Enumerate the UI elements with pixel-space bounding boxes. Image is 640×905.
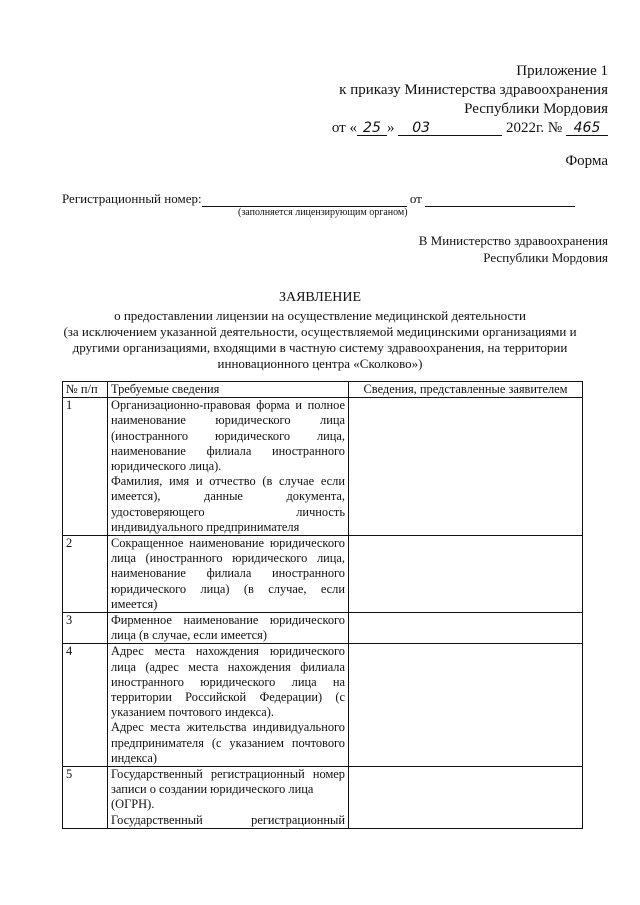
row-number: 4 (63, 644, 108, 767)
header-applicant-info: Сведения, представленные заявителем (349, 382, 583, 398)
document-title (0, 290, 640, 372)
order-date-line (332, 119, 608, 138)
title-line4: инновационного центра «Сколково») (217, 356, 423, 371)
date-prefix: от « (331, 120, 357, 136)
required-info-cell (108, 613, 349, 644)
table-row (63, 644, 583, 767)
date-month: 03 (398, 121, 502, 136)
table-header-row (63, 382, 583, 398)
header-num: № п/п (63, 382, 108, 398)
applicant-info-cell[interactable] (349, 767, 583, 829)
row-paragraph: Фирменное наименование юридического лица (в случае, если имеется) (111, 613, 345, 643)
date-day: 25 (357, 121, 387, 136)
row-paragraph: Государственный регистрационный номер записи о создании юридического лица (111, 767, 345, 797)
row-paragraph: Адрес места нахождения юридического лица (адрес места нахождения филиала иностранного юридического лица на территории Российской Федерации) (с указанием почтового индекса). (111, 644, 345, 720)
row-number: 1 (63, 398, 108, 536)
republic-name: Республики Мордовия (464, 101, 608, 117)
table-row (63, 398, 583, 536)
title-heading: ЗАЯВЛЕНИЕ (278, 290, 362, 305)
order-number: 465 (566, 121, 608, 136)
required-info-cell (108, 767, 349, 829)
registration-line (62, 191, 575, 207)
required-info-cell (108, 398, 349, 536)
required-info-cell (108, 644, 349, 767)
registration-note: (заполняется лицензирующим органом) (238, 207, 408, 218)
date-year: 2022г. № (505, 120, 563, 136)
table-row (63, 613, 583, 644)
table-row (63, 767, 583, 829)
applicant-info-cell[interactable] (349, 644, 583, 767)
row-paragraph: Адрес места жительства индивидуального предпринимателя (с указанием почтового индекса) (111, 720, 345, 765)
addressee (419, 232, 608, 266)
row-number: 5 (63, 767, 108, 829)
addressee-line1: В Министерство здравоохранения (418, 233, 608, 248)
application-table (62, 381, 583, 829)
row-paragraph: (ОГРН). (111, 797, 155, 812)
title-line1: о предоставлении лицензии на осуществление медицинской деятельности (114, 308, 526, 323)
table-row (63, 536, 583, 613)
applicant-info-cell[interactable] (349, 536, 583, 613)
registration-label: Регистрационный номер: (62, 191, 202, 206)
header-required-info: Требуемые сведения (108, 382, 349, 398)
row-paragraph: Сокращенное наименование юридического лица (иностранного юридического лица, наименование филиала иностранного юридического лица) (в случае, если имеется) (111, 536, 345, 611)
appendix-label: Приложение 1 (516, 63, 608, 79)
registration-date-field[interactable] (425, 194, 575, 207)
date-separator: » (386, 120, 395, 136)
title-line3: другими организациями, входящими в частную систему здравоохранения, на территории (72, 340, 568, 355)
order-reference: к приказу Министерства здравоохранения (339, 82, 608, 98)
addressee-line2: Республики Мордовия (483, 250, 608, 265)
row-paragraph: Фамилия, имя и отчество (в случае если имеется), данные документа, удостоверяющего личность индивидуального предпринимателя (111, 474, 345, 534)
registration-from-label: от (409, 191, 422, 206)
row-paragraph: Государственный регистрационный (111, 812, 345, 827)
required-info-cell (108, 536, 349, 613)
registration-number-field[interactable] (202, 194, 407, 207)
title-line2: (за исключением указанной деятельности, осуществляемой медицинскими организациями и (63, 324, 577, 339)
row-number: 2 (63, 536, 108, 613)
row-number: 3 (63, 613, 108, 644)
row-paragraph: Организационно-правовая форма и полное наименование юридического лица (иностранного юридического лица, наименование филиала иностранного юридического лица). (111, 398, 345, 474)
applicant-info-cell[interactable] (349, 613, 583, 644)
form-label: Форма (565, 153, 608, 169)
applicant-info-cell[interactable] (349, 398, 583, 536)
